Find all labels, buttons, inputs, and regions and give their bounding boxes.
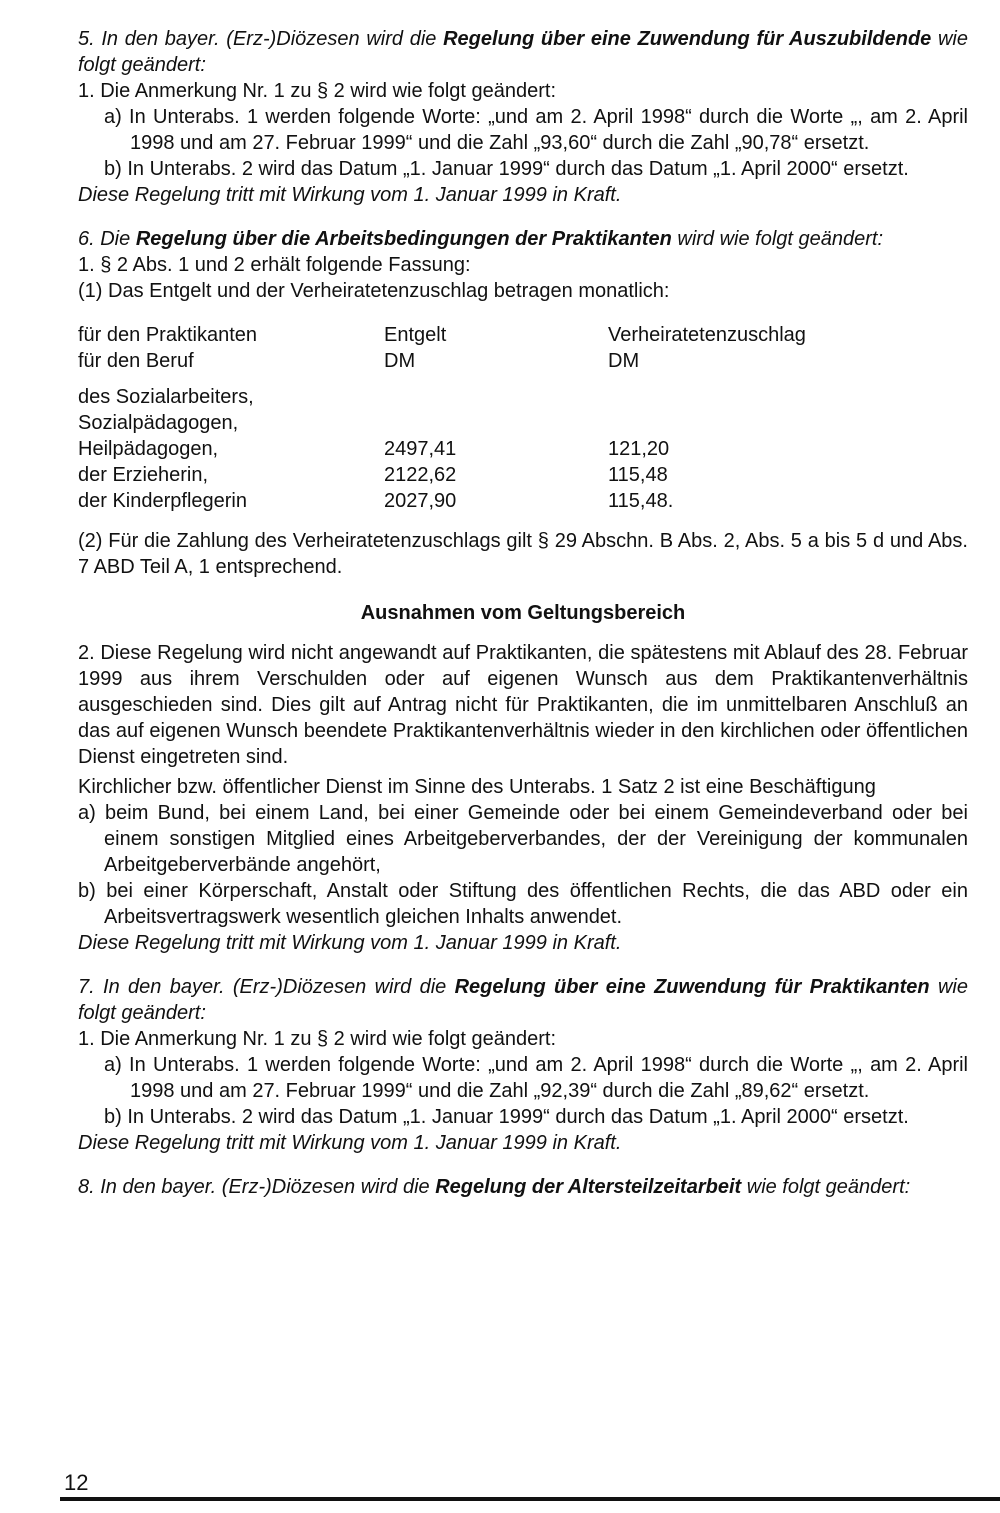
table-cell: 121,20 xyxy=(608,438,670,460)
section-6-para-1: (1) Das Entgelt und der Verheiratetenzuschlag betragen monatlich: xyxy=(78,280,670,302)
table-row xyxy=(78,462,968,488)
section-5-item-1: 1. Die Anmerkung Nr. 1 zu § 2 wird wie folgt geändert: xyxy=(78,80,557,102)
document-page xyxy=(78,26,968,1200)
table-cell: 115,48. xyxy=(608,490,674,512)
table-cell: Sozialpädagogen, xyxy=(78,412,239,434)
table-cell: 2497,41 xyxy=(384,438,457,460)
section-8-intro xyxy=(78,1174,968,1200)
table-cell: 115,48 xyxy=(608,464,668,486)
section-5-effect: Diese Regelung tritt mit Wirkung vom 1. Januar 1999 in Kraft. xyxy=(78,184,622,206)
section-heading: Ausnahmen vom Geltungsbereich xyxy=(360,602,686,624)
header-cell: DM xyxy=(384,350,416,372)
header-cell: Entgelt xyxy=(384,324,447,346)
section-6-item-1: 1. § 2 Abs. 1 und 2 erhält folgende Fassung: xyxy=(78,254,471,276)
table-cell: 2027,90 xyxy=(384,490,457,512)
section-6-intro-title: Regelung über die Arbeitsbedingungen der Praktikanten xyxy=(135,228,672,250)
section-5-item-a: a) In Unterabs. 1 werden folgende Worte: „und am 2. April 1998“ durch die Worte „, am 2. April 1998 und am 27. Februar 1999“ und die Zahl „93,60“ durch die Zahl „90,78“ ersetzt. xyxy=(104,106,968,154)
pay-table-header-2 xyxy=(78,348,968,374)
table-cell: der Kinderpflegerin xyxy=(78,490,247,512)
section-6-intro-post: wird wie folgt geändert: xyxy=(671,228,884,250)
section-5-intro-title: Regelung über eine Zuwendung für Auszubildende xyxy=(443,28,932,50)
table-cell xyxy=(384,410,608,436)
table-cell: 2122,62 xyxy=(384,464,457,486)
section-5-intro-post: wie folgt geändert: xyxy=(78,28,968,76)
table-row xyxy=(78,436,968,462)
section-6-item-a: a) beim Bund, bei einem Land, bei einer Gemeinde oder bei einem Gemeindeverband oder bei einem sonstigen Mitglied eines Arbeitgeberverbandes, der der Vereinigung der kommunalen Arbeitgeberverbände angehört, xyxy=(78,802,968,876)
table-cell: der Erzieherin, xyxy=(78,464,209,486)
section-5-intro-pre: 5. In den bayer. (Erz-)Diözesen wird die xyxy=(78,28,444,50)
section-6-para-2: (2) Für die Zahlung des Verheiratetenzuschlags gilt § 29 Abschn. B Abs. 2, Abs. 5 a bis 5 d und Abs. 7 ABD Teil A, 1 entsprechend. xyxy=(78,530,968,578)
section-6-item-2: 2. Diese Regelung wird nicht angewandt auf Praktikanten, die spätestens mit Ablauf des 28. Februar 1999 aus ihrem Verschulden oder auf eigenen Wunsch aus dem Praktikantenverhältnis ausgeschieden sind. Dies gilt auf Antrag nicht für Praktikanten, die im unmittelbaren Anschluß an das auf eigenen Wunsch beendete Praktikantenverhältnis wieder in den kirchlichen oder öffentlichen Dienst eingetreten sind. xyxy=(78,642,968,768)
section-8-intro-title: Regelung der Altersteilzeitarbeit xyxy=(435,1176,742,1198)
table-row xyxy=(78,410,968,436)
pay-table xyxy=(78,322,968,514)
section-6-intro xyxy=(78,226,968,252)
table-row xyxy=(78,384,968,410)
pay-table-header-1 xyxy=(78,322,968,348)
table-cell xyxy=(384,384,608,410)
section-7-intro xyxy=(78,974,968,1026)
header-cell: für den Beruf xyxy=(78,350,194,372)
section-8-intro-pre: 8. In den bayer. (Erz-)Diözesen wird die xyxy=(78,1176,436,1198)
section-7-item-a: a) In Unterabs. 1 werden folgende Worte: „und am 2. April 1998“ durch die Worte „, am 2. April 1998 und am 27. Februar 1999“ und die Zahl „92,39“ durch die Zahl „89,62“ ersetzt. xyxy=(104,1054,968,1102)
section-5-intro xyxy=(78,26,968,78)
page-number: 12 xyxy=(64,1470,89,1495)
section-6-item-b: b) bei einer Körperschaft, Anstalt oder Stiftung des öffentlichen Rechts, die das ABD oder ein Arbeitsvertragswerk wesentlich gleichen Inhalts anwendet. xyxy=(78,880,968,928)
section-7-item-1: 1. Die Anmerkung Nr. 1 zu § 2 wird wie folgt geändert: xyxy=(78,1028,557,1050)
table-cell xyxy=(608,410,968,436)
table-cell xyxy=(608,384,968,410)
header-cell: für den Praktikanten xyxy=(78,324,257,346)
section-5-item-b: b) In Unterabs. 2 wird das Datum „1. Januar 1999“ durch das Datum „1. April 2000“ ersetzt. xyxy=(104,158,909,180)
section-6-intro-pre: 6. Die xyxy=(78,228,136,250)
footer-rule xyxy=(60,1497,1000,1501)
header-cell: Verheiratetenzuschlag xyxy=(608,324,806,346)
table-row xyxy=(78,488,968,514)
section-7-intro-post: wie folgt geändert: xyxy=(78,976,968,1024)
table-cell: des Sozialarbeiters, xyxy=(78,386,254,408)
header-cell: DM xyxy=(608,350,640,372)
table-cell: Heilpädagogen, xyxy=(78,438,219,460)
section-7-effect: Diese Regelung tritt mit Wirkung vom 1. Januar 1999 in Kraft. xyxy=(78,1132,622,1154)
section-8-intro-post: wie folgt geändert: xyxy=(741,1176,911,1198)
section-6-effect: Diese Regelung tritt mit Wirkung vom 1. Januar 1999 in Kraft. xyxy=(78,932,622,954)
section-7-intro-title: Regelung über eine Zuwendung für Praktikanten xyxy=(454,976,930,998)
section-7-intro-pre: 7. In den bayer. (Erz-)Diözesen wird die xyxy=(78,976,455,998)
section-7-item-b: b) In Unterabs. 2 wird das Datum „1. Januar 1999“ durch das Datum „1. April 2000“ ersetzt. xyxy=(104,1106,909,1128)
section-6-para-3: Kirchlicher bzw. öffentlicher Dienst im Sinne des Unterabs. 1 Satz 2 ist eine Beschäftigung xyxy=(78,776,876,798)
